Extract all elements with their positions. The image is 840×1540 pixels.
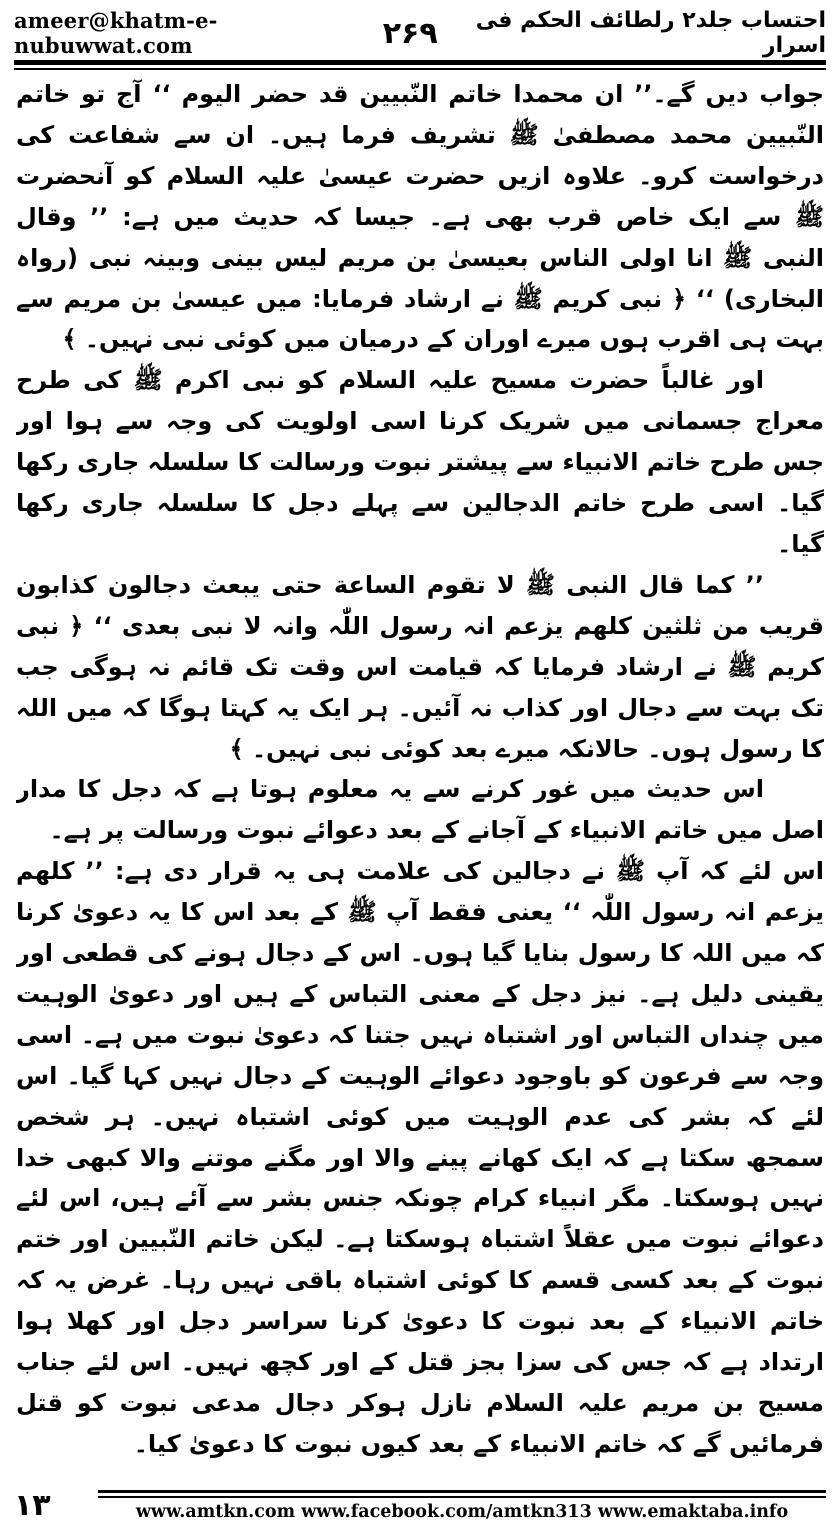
footer-links: www.amtkn.com www.facebook.com/amtkn313 www.emaktaba.info — [135, 1502, 789, 1522]
header-rule-thick — [14, 60, 826, 65]
footer-page-marker: ۱۳ — [14, 1488, 51, 1523]
header-rule-thin — [14, 68, 826, 70]
page-footer — [14, 1486, 826, 1530]
footer-rule-thin — [98, 1496, 826, 1498]
page-header — [14, 10, 826, 56]
page-body — [16, 74, 824, 1466]
paragraph-3: ’’ کما قال النبی ﷺ لا تقوم الساعة حتی یبعث دجالون کذابون قریب من ثلثین کلھم یزعم انہ رسول اللّٰہ وانہ لا نبی بعدی ‘‘ ﴿ نبی کریم ﷺ نے ارشاد فرمایا کہ قیامت اس وقت تک قائم نہ ہوگی جب تک بہت سے دجال اور کذاب نہ آئیں۔ ہر ایک یہ کہتا ہوگا کہ میں اللہ کا رسول ہوں۔ حالانکہ میرے بعد کوئی نبی نہیں۔ ﴾ — [16, 570, 824, 763]
paragraph-4: اس حدیث میں غور کرنے سے یہ معلوم ہوتا ہے کہ دجل کا مدار اصل میں خاتم الانبیاء کے آجانے کے بعد دعوائے نبوت ورسالت پر ہے۔ — [16, 775, 824, 845]
header-email: ameer@khatm-e-nubuwwat.com — [14, 8, 218, 58]
page-number: ۲۶۹ — [382, 15, 438, 51]
book-title: احتساب جلد۲ رلطائف الحکم فی اسرار — [475, 8, 826, 58]
header-left — [14, 8, 438, 58]
paragraph-5: اس لئے کہ آپ ﷺ نے دجالین کی علامت ہی یہ قرار دی ہے: ’’ کلھم یزعم انہ رسول اللّٰہ ‘‘ یعنی فقط آپ ﷺ کے بعد اس کا یہ دعویٰ کرنا کہ میں اللہ کا رسول بنایا گیا ہوں۔ اس کے دجال ہونے کی قطعی اور یقینی دلیل ہے۔ نیز دجل کے معنی التباس کے ہیں اور دعویٰ الوہیت میں چنداں التباس اور اشتباہ نہیں جتنا کہ دعویٰ نبوت میں ہے۔ اسی وجہ سے فرعون کو باوجود دعوائے الوہیت کے دجال نہیں کہا گیا۔ اس لئے کہ بشر کی عدم الوہیت میں کوئی اشتباہ نہیں۔ ہر شخص سمجھ سکتا ہے کہ ایک کھانے پینے والا اور مگنے موتنے والا کبھی خدا نہیں ہوسکتا۔ مگر انبیاء کرام چونکہ جنس بشر سے آئے ہیں، اس لئے دعوائے نبوت میں عقلاً اشتباہ ہوسکتا ہے۔ لیکن خاتم النّبیین اور ختم نبوت کے بعد کسی قسم کا کوئی اشتباہ باقی نہیں رہا۔ غرض یہ کہ خاتم الانبیاء کے بعد نبوت کا دعویٰ کرنا سراسر دجل اور کھلا ہوا ارتداد ہے کہ جس کی سزا بجز قتل کے اور کچھ نہیں۔ اس لئے جناب مسیح بن مریم علیہ السلام نازل ہوکر دجال مدعی نبوت کو قتل فرمائیں گے کہ خاتم الانبیاء کے بعد کیوں نبوت کا دعویٰ کیا۔ — [16, 857, 824, 1458]
footer-rule-thick — [98, 1490, 826, 1493]
paragraph-1: جواب دیں گے۔’’ ان محمدا خاتم النّبیین قد حضر الیوم ‘‘ آج تو خاتم النّبیین محمد مصطفیٰ ﷺ تشریف فرما ہیں۔ ان سے شفاعت کی درخواست کرو۔ علاوہ ازیں حضرت عیسیٰ علیہ السلام کو آنحضرت ﷺ سے ایک خاص قرب بھی ہے۔ جیسا کہ حدیث میں ہے: ’’ وقال النبی ﷺ انا اولی الناس بعیسیٰ بن مریم لیس بینی وبینہ نبی (رواہ البخاری) ‘‘ ﴿ نبی کریم ﷺ نے ارشاد فرمایا: میں عیسیٰ بن مریم سے بہت ہی اقرب ہوں میرے اوران کے درمیان میں کوئی نبی نہیں۔ ﴾ — [16, 80, 824, 354]
paragraph-2: اور غالباً حضرت مسیح علیہ السلام کو نبی اکرم ﷺ کی طرح معراج جسمانی میں شریک کرنا اسی اولویت کی وجہ سے ہوا اور جس طرح خاتم الانبیاء سے پیشتر نبوت ورسالت کا سلسلہ جاری رکھا گیا۔ اسی طرح خاتم الدجالین سے پہلے دجل کا سلسلہ جاری رکھا گیا۔ — [16, 366, 824, 558]
